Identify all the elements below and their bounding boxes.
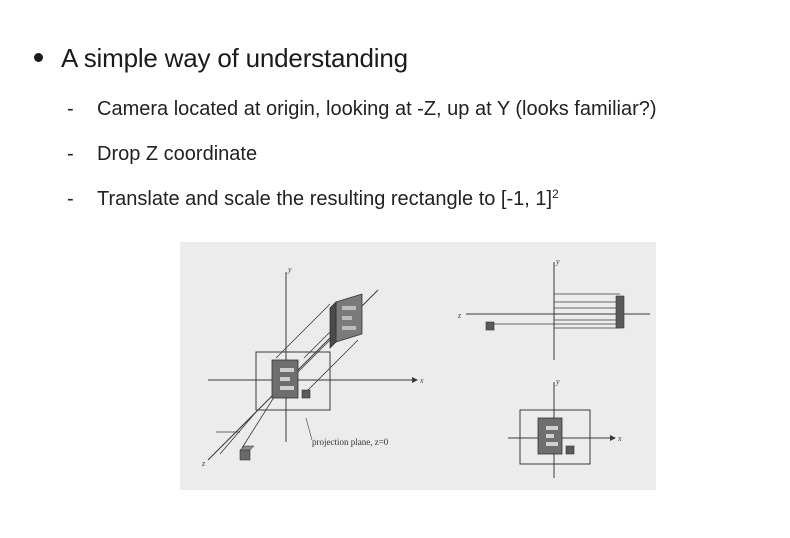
dash-marker: - — [67, 143, 74, 165]
orthographic-projection-figure — [180, 242, 656, 490]
tr-e-edge — [616, 296, 624, 328]
sub-bullet-text: Drop Z coordinate — [97, 143, 258, 165]
projection-diagram — [180, 242, 656, 490]
tr-y-label: y — [556, 257, 560, 266]
left-y-label: y — [288, 265, 292, 274]
x-arrow-icon — [412, 377, 418, 383]
e-projected-front — [538, 418, 574, 454]
main-bullet — [34, 42, 408, 74]
superscript-exponent: 2 — [552, 187, 559, 201]
small-cube — [240, 446, 254, 460]
br-x-label: x — [618, 434, 622, 443]
left-z-label: z — [202, 459, 206, 468]
bullet-dot-icon — [34, 53, 43, 62]
e-object-3d — [330, 294, 362, 348]
projector-line — [276, 304, 330, 358]
tr-z-label: z — [458, 311, 462, 320]
sub-bullet-text: Translate and scale the resulting rectangle to [-1, 1] — [97, 188, 553, 210]
main-bullet-text: A simple way of understanding — [61, 43, 408, 73]
projection-plane-caption: projection plane, z=0 — [312, 437, 389, 447]
left-x-label: x — [420, 376, 424, 385]
br-y-label: y — [556, 377, 560, 386]
projector-line — [304, 340, 358, 394]
dash-marker: - — [67, 98, 74, 120]
tr-small-cube — [486, 322, 494, 330]
sub-bullet-camera — [67, 96, 657, 122]
sub-bullet-drop-z — [67, 141, 257, 167]
sub-bullet-text: Camera located at origin, looking at -Z, up at Y (looks familiar?) — [97, 98, 657, 120]
br-x-arrow-icon — [610, 435, 616, 441]
dash-marker: - — [67, 188, 74, 210]
left-3d-view — [208, 272, 418, 460]
sub-bullet-translate-scale — [67, 186, 559, 212]
